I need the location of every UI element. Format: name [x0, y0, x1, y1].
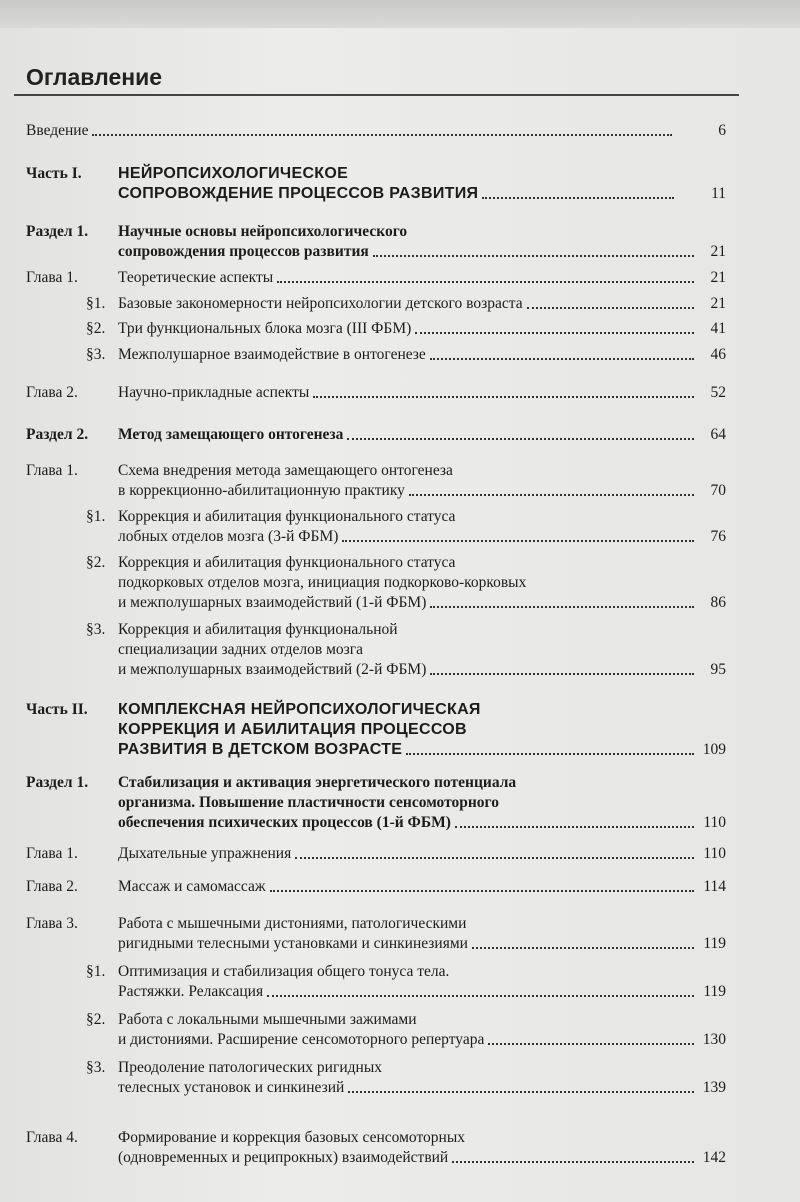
- toc-entry-paragraph[interactable]: [26, 553, 726, 613]
- entry-line-last: (одновременных и реципрокных) взаимодействий: [118, 1149, 449, 1166]
- heading-rule: [14, 94, 739, 96]
- entry-line-last: Научно-прикладные аспекты: [118, 384, 310, 401]
- page-number: 109: [702, 741, 726, 758]
- entry-line-last: РАЗВИТИЯ В ДЕТСКОМ ВОЗРАСТЕ: [118, 741, 403, 758]
- entry-line-last: и дистониями. Расширение сенсомоторного репертуара: [118, 1031, 485, 1048]
- entry-label: Глава 1.: [26, 269, 78, 286]
- entry-line: Преодоление патологических ригидных: [118, 1059, 382, 1076]
- toc-entry-chapter[interactable]: [26, 461, 726, 501]
- dot-leader: [430, 672, 694, 675]
- entry-line: Коррекция и абилитация функционального статуса: [118, 554, 456, 571]
- toc-entry-paragraph[interactable]: [26, 294, 726, 314]
- page-number: 119: [703, 983, 726, 1000]
- toc-entry-paragraph[interactable]: [26, 962, 726, 1002]
- toc-entry-paragraph[interactable]: [26, 507, 726, 547]
- dot-leader: [472, 946, 694, 949]
- page-number: 52: [710, 384, 726, 401]
- entry-line: подкорковых отделов мозга, инициация подкорково-корковых: [118, 574, 527, 591]
- page-number: 130: [702, 1031, 726, 1048]
- entry-line-last: и межполушарных взаимодействий (1-й ФБМ): [118, 594, 427, 611]
- toc-entry-paragraph[interactable]: [26, 1010, 726, 1050]
- entry-label: Часть II.: [26, 701, 88, 718]
- entry-label: §1.: [86, 295, 106, 312]
- toc-entry-chapter[interactable]: [26, 844, 726, 864]
- dot-leader: [277, 280, 694, 283]
- toc-entry-part-2[interactable]: [26, 700, 726, 760]
- entry-line: НЕЙРОПСИХОЛОГИЧЕСКОЕ: [118, 165, 349, 182]
- page-number: 21: [710, 243, 726, 260]
- entry-line-last: сопровождения процессов развития: [118, 243, 369, 260]
- entry-line-last: Массаж и самомассаж: [118, 878, 266, 895]
- entry-line: Коррекция и абилитация функциональной: [118, 621, 398, 638]
- page-number: 76: [710, 528, 726, 545]
- entry-line: организма. Повышение пластичности сенсомоторного: [118, 794, 499, 811]
- entry-line-last: обеспечения психических процессов (1-й ФБМ): [118, 814, 451, 831]
- entry-line-last: Метод замещающего онтогенеза: [118, 426, 344, 443]
- entry-line: Работа с мышечными дистониями, патологическими: [118, 915, 467, 932]
- dot-leader: [270, 889, 694, 892]
- entry-title: Введение: [26, 122, 89, 139]
- dot-leader: [455, 825, 694, 828]
- page-number: 64: [710, 426, 726, 443]
- entry-label: §2.: [86, 320, 106, 337]
- entry-line: Научные основы нейропсихологического: [118, 223, 408, 240]
- toc-entry-chapter[interactable]: [26, 1128, 726, 1168]
- dot-leader: [92, 133, 672, 136]
- entry-line-last: ригидными телесными установками и синкинезиями: [118, 935, 468, 952]
- page-number: 110: [703, 845, 726, 862]
- entry-label: Глава 1.: [26, 845, 78, 862]
- dot-leader: [347, 437, 694, 440]
- entry-line: Работа с локальными мышечными зажимами: [118, 1011, 417, 1028]
- entry-line: Стабилизация и активация энергетического потенциала: [118, 774, 517, 791]
- entry-line: Формирование и коррекция базовых сенсомоторных: [118, 1129, 465, 1146]
- page-number: 6: [718, 122, 726, 139]
- page-number: 119: [703, 935, 726, 952]
- entry-label: Раздел 1.: [26, 774, 89, 791]
- toc-entry-section-2[interactable]: [26, 425, 726, 445]
- entry-label: §1.: [86, 963, 106, 980]
- page-number: 21: [710, 269, 726, 286]
- toc-entry-part-1[interactable]: [26, 164, 726, 204]
- entry-line-last: СОПРОВОЖДЕНИЕ ПРОЦЕССОВ РАЗВИТИЯ: [118, 185, 479, 202]
- dot-leader: [406, 752, 694, 755]
- page-title: Оглавление: [26, 64, 163, 90]
- page-number: 95: [710, 661, 726, 678]
- entry-label: Глава 2.: [26, 384, 78, 401]
- toc-entry-paragraph[interactable]: [26, 319, 726, 339]
- entry-line-last: Теоретические аспекты: [118, 269, 274, 286]
- entry-label: Глава 3.: [26, 915, 78, 932]
- dot-leader: [409, 493, 694, 496]
- page-number: 142: [702, 1149, 726, 1166]
- entry-label: §1.: [86, 508, 106, 525]
- toc-entry-section-1-part-2[interactable]: [26, 773, 726, 833]
- dot-leader: [415, 331, 694, 334]
- entry-label: §3.: [86, 346, 106, 363]
- toc-entry-chapter[interactable]: [26, 268, 726, 288]
- entry-label: Глава 1.: [26, 462, 78, 479]
- dot-leader: [527, 306, 694, 309]
- toc-entry-section-1[interactable]: [26, 222, 726, 262]
- dot-leader: [430, 357, 694, 360]
- dot-leader: [373, 254, 694, 257]
- page-number: 139: [702, 1079, 726, 1096]
- toc-entry-chapter[interactable]: [26, 914, 726, 954]
- page-number: 110: [703, 814, 726, 831]
- dot-leader: [267, 994, 694, 997]
- entry-line-last: Дыхательные упражнения: [118, 845, 292, 862]
- entry-line-last: Базовые закономерности нейропсихологии детского возраста: [118, 295, 523, 312]
- toc-entry-paragraph[interactable]: [26, 620, 726, 680]
- dot-leader: [430, 605, 694, 608]
- entry-line: Оптимизация и стабилизация общего тонуса тела.: [118, 963, 450, 980]
- dot-leader: [482, 196, 674, 199]
- entry-line: Схема внедрения метода замещающего онтогенеза: [118, 462, 453, 479]
- dot-leader: [488, 1042, 694, 1045]
- page-number: 46: [710, 346, 726, 363]
- page-top-edge: [0, 0, 800, 28]
- entry-line-last: и межполушарных взаимодействий (2-й ФБМ): [118, 661, 427, 678]
- entry-line-last: телесных установок и синкинезий: [118, 1079, 345, 1096]
- page-number: 11: [711, 185, 726, 202]
- entry-label: §3.: [86, 621, 106, 638]
- entry-line: КОМПЛЕКСНАЯ НЕЙРОПСИХОЛОГИЧЕСКАЯ: [118, 701, 481, 718]
- entry-label: §2.: [86, 554, 106, 571]
- dot-leader: [295, 856, 694, 859]
- toc-entry-chapter[interactable]: [26, 383, 726, 403]
- entry-label: Раздел 1.: [26, 223, 89, 240]
- page-number: 114: [703, 878, 726, 895]
- entry-label: Раздел 2.: [26, 426, 89, 443]
- entry-line-last: лобных отделов мозга (3-й ФБМ): [118, 528, 339, 545]
- entry-label: §2.: [86, 1011, 106, 1028]
- dot-leader: [313, 395, 694, 398]
- entry-line-last: Растяжки. Релаксация: [118, 983, 264, 1000]
- toc-entry-introduction[interactable]: [26, 121, 726, 141]
- page-number: 41: [710, 320, 726, 337]
- entry-line: Коррекция и абилитация функционального статуса: [118, 508, 456, 525]
- dot-leader: [452, 1160, 694, 1163]
- entry-line: КОРРЕКЦИЯ И АБИЛИТАЦИЯ ПРОЦЕССОВ: [118, 721, 467, 738]
- toc-entry-chapter[interactable]: [26, 877, 726, 897]
- dot-leader: [348, 1090, 694, 1093]
- entry-line: специализации задних отделов мозга: [118, 641, 364, 658]
- entry-line-last: Три функциональных блока мозга (III ФБМ): [118, 320, 412, 337]
- entry-line-last: Межполушарное взаимодействие в онтогенезе: [118, 346, 426, 363]
- entry-label: §3.: [86, 1059, 106, 1076]
- toc-entry-paragraph[interactable]: [26, 345, 726, 365]
- page-number: 70: [710, 482, 726, 499]
- dot-leader: [342, 539, 694, 542]
- entry-label: Глава 2.: [26, 878, 78, 895]
- entry-line-last: в коррекционно-абилитационную практику: [118, 482, 405, 499]
- entry-label: Глава 4.: [26, 1129, 78, 1146]
- toc-entry-paragraph[interactable]: [26, 1058, 726, 1098]
- page-number: 21: [710, 295, 726, 312]
- entry-label: Часть I.: [26, 165, 82, 182]
- page-number: 86: [710, 594, 726, 611]
